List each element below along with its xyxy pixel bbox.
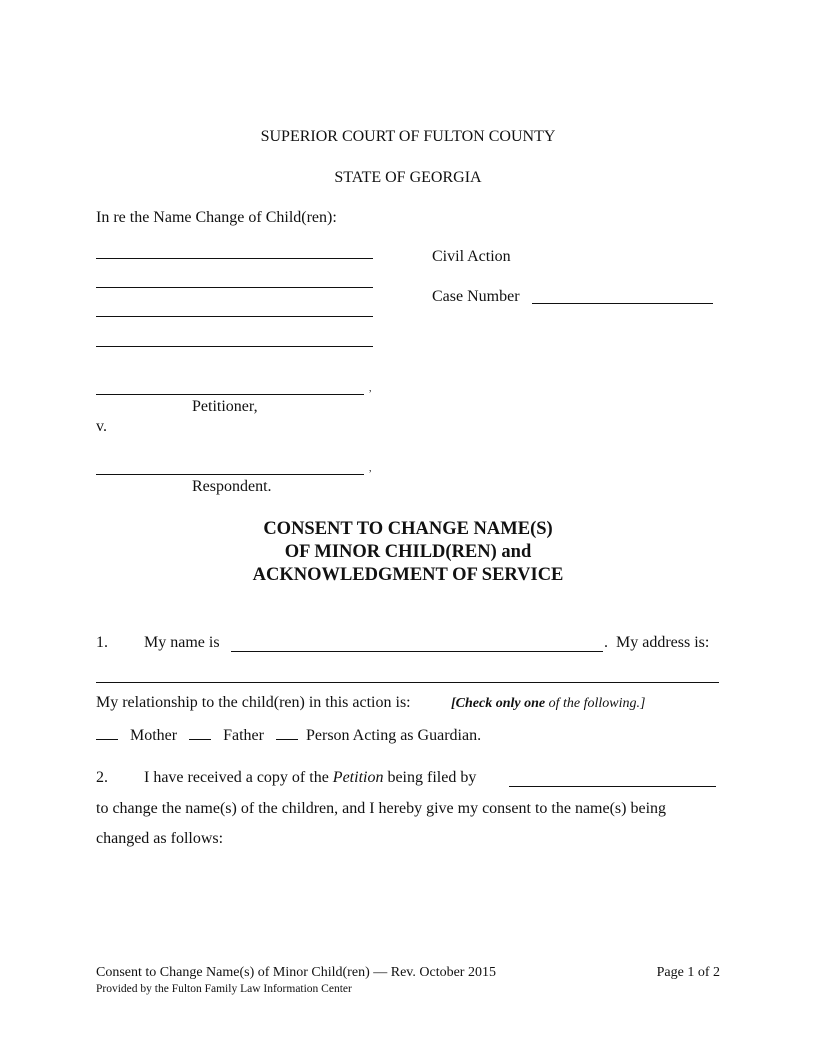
- paragraph-2-line-2: to change the name(s) of the children, and I hereby give my consent to the name(s) being: [96, 800, 667, 817]
- civil-action-label: Civil Action: [432, 248, 511, 265]
- footer-provided-by: Provided by the Fulton Family Law Information Center: [96, 983, 352, 995]
- relationship-label: My relationship to the child(ren) in this action is:: [96, 694, 411, 711]
- child-name-line-1[interactable]: [96, 258, 373, 259]
- being-filed-by-text: being filed by: [387, 769, 477, 786]
- respondent-name-line[interactable]: [96, 474, 364, 475]
- document-title-line-1: CONSENT TO CHANGE NAME(S): [263, 519, 553, 539]
- my-address-line[interactable]: [96, 682, 719, 683]
- paragraph-2-line-1: [144, 769, 476, 787]
- case-number-label: Case Number: [432, 288, 520, 305]
- option-mother: Mother: [130, 727, 178, 744]
- my-name-label: My name is: [144, 634, 220, 651]
- name-period: .: [604, 634, 608, 651]
- relationship-options: [96, 725, 481, 745]
- document-title-line-3: ACKNOWLEDGMENT OF SERVICE: [252, 565, 564, 585]
- respondent-label: Respondent.: [192, 478, 272, 495]
- filed-by-line[interactable]: [509, 786, 716, 787]
- guardian-checkbox-blank[interactable]: [276, 725, 298, 740]
- option-guardian: Person Acting as Guardian.: [305, 727, 482, 744]
- respondent-comma: ,: [369, 463, 372, 474]
- footer-page-number: Page 1 of 2: [656, 965, 720, 980]
- child-name-line-4[interactable]: [96, 346, 373, 347]
- petitioner-name-line[interactable]: [96, 394, 364, 395]
- option-father: Father: [223, 727, 264, 744]
- received-copy-text: I have received a copy of the: [144, 769, 329, 786]
- child-name-line-3[interactable]: [96, 316, 373, 317]
- case-number-line[interactable]: [532, 303, 713, 304]
- check-one-hint-rest: of the following.]: [545, 696, 646, 711]
- court-name: SUPERIOR COURT OF FULTON COUNTY: [260, 128, 556, 145]
- document-title-line-2: OF MINOR CHILD(REN) and: [284, 542, 532, 562]
- my-name-line[interactable]: [231, 651, 603, 652]
- versus-label: v.: [96, 418, 107, 435]
- petitioner-label: Petitioner,: [192, 398, 258, 415]
- mother-checkbox-blank[interactable]: [96, 725, 118, 740]
- paragraph-1-number: 1.: [96, 634, 108, 651]
- footer-form-title: Consent to Change Name(s) of Minor Child(ren) — Rev. October 2015: [96, 965, 496, 980]
- paragraph-2-line-3: changed as follows:: [96, 830, 224, 847]
- my-address-label: My address is:: [616, 634, 710, 651]
- paragraph-2-number: 2.: [96, 769, 108, 786]
- petitioner-comma: ,: [369, 383, 372, 394]
- father-checkbox-blank[interactable]: [189, 725, 211, 740]
- check-one-hint-bold: [Check only one: [451, 696, 546, 711]
- state-name: STATE OF GEORGIA: [334, 169, 482, 186]
- check-one-hint: [451, 696, 645, 712]
- petition-word: Petition: [332, 769, 384, 786]
- child-name-line-2[interactable]: [96, 287, 373, 288]
- in-re-label: In re the Name Change of Child(ren):: [96, 209, 337, 226]
